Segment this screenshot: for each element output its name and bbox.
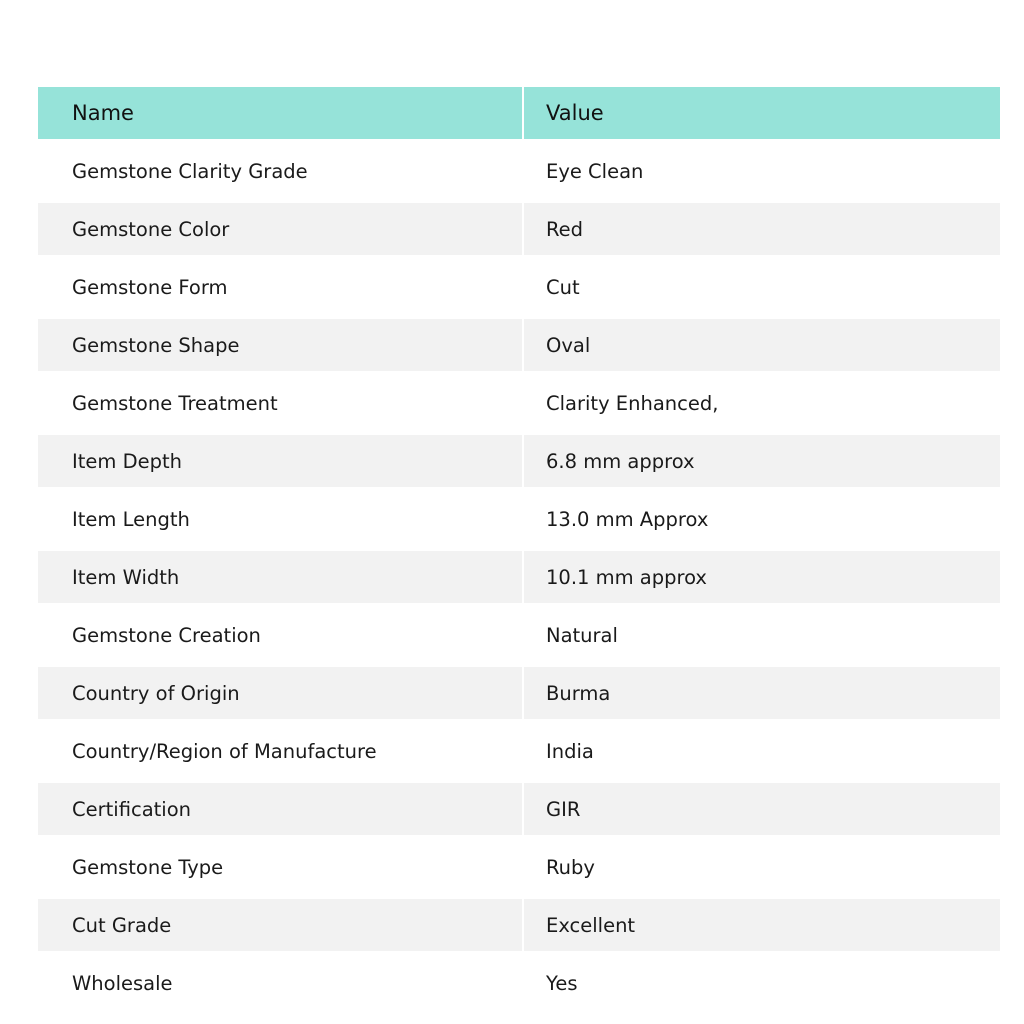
table-row [38,145,1000,197]
table-row [38,551,1000,603]
row-name-cell: Item Width [38,551,522,603]
row-value-cell: Eye Clean [546,159,644,183]
row-value-cell: Excellent [524,899,1000,951]
row-value-cell: GIR [524,783,1000,835]
table-row [38,261,1000,313]
row-value-cell: Burma [524,667,1000,719]
table-body [38,145,1000,1009]
row-value-cell: Yes [546,971,578,995]
specifications-table [36,81,1002,1015]
row-value-cell: Clarity Enhanced, [546,391,719,415]
table-row [38,609,1000,661]
row-name-cell: Gemstone Form [72,275,228,299]
table-row [38,841,1000,893]
row-value-cell: Natural [546,623,618,647]
row-value-cell: Ruby [546,855,595,879]
table-row [38,725,1000,777]
table-row [38,203,1000,255]
row-name-cell: Item Depth [38,435,522,487]
row-name-cell: Gemstone Clarity Grade [72,159,308,183]
table-row [38,899,1000,951]
row-name-cell: Certification [38,783,522,835]
row-name-cell: Cut Grade [38,899,522,951]
column-header-name: Name [38,87,522,139]
row-name-cell: Wholesale [72,971,173,995]
row-name-cell: Gemstone Creation [72,623,261,647]
table-row [38,493,1000,545]
row-name-cell: Gemstone Treatment [72,391,278,415]
row-value-cell: 13.0 mm Approx [546,507,709,531]
row-name-cell: Country of Origin [38,667,522,719]
table-row [38,435,1000,487]
row-name-cell: Gemstone Color [38,203,522,255]
row-name-cell: Gemstone Shape [38,319,522,371]
table-row [38,667,1000,719]
table-row [38,957,1000,1009]
row-value-cell: Red [524,203,1000,255]
row-value-cell: 10.1 mm approx [524,551,1000,603]
table-row [38,377,1000,429]
row-name-cell: Country/Region of Manufacture [72,739,377,763]
row-value-cell: Oval [524,319,1000,371]
table-row [38,783,1000,835]
table-row [38,319,1000,371]
row-name-cell: Item Length [72,507,190,531]
row-name-cell: Gemstone Type [72,855,224,879]
column-header-value: Value [524,87,1000,139]
row-value-cell: India [546,739,594,763]
table-header-row [38,87,1000,139]
row-value-cell: Cut [546,275,580,299]
row-value-cell: 6.8 mm approx [524,435,1000,487]
